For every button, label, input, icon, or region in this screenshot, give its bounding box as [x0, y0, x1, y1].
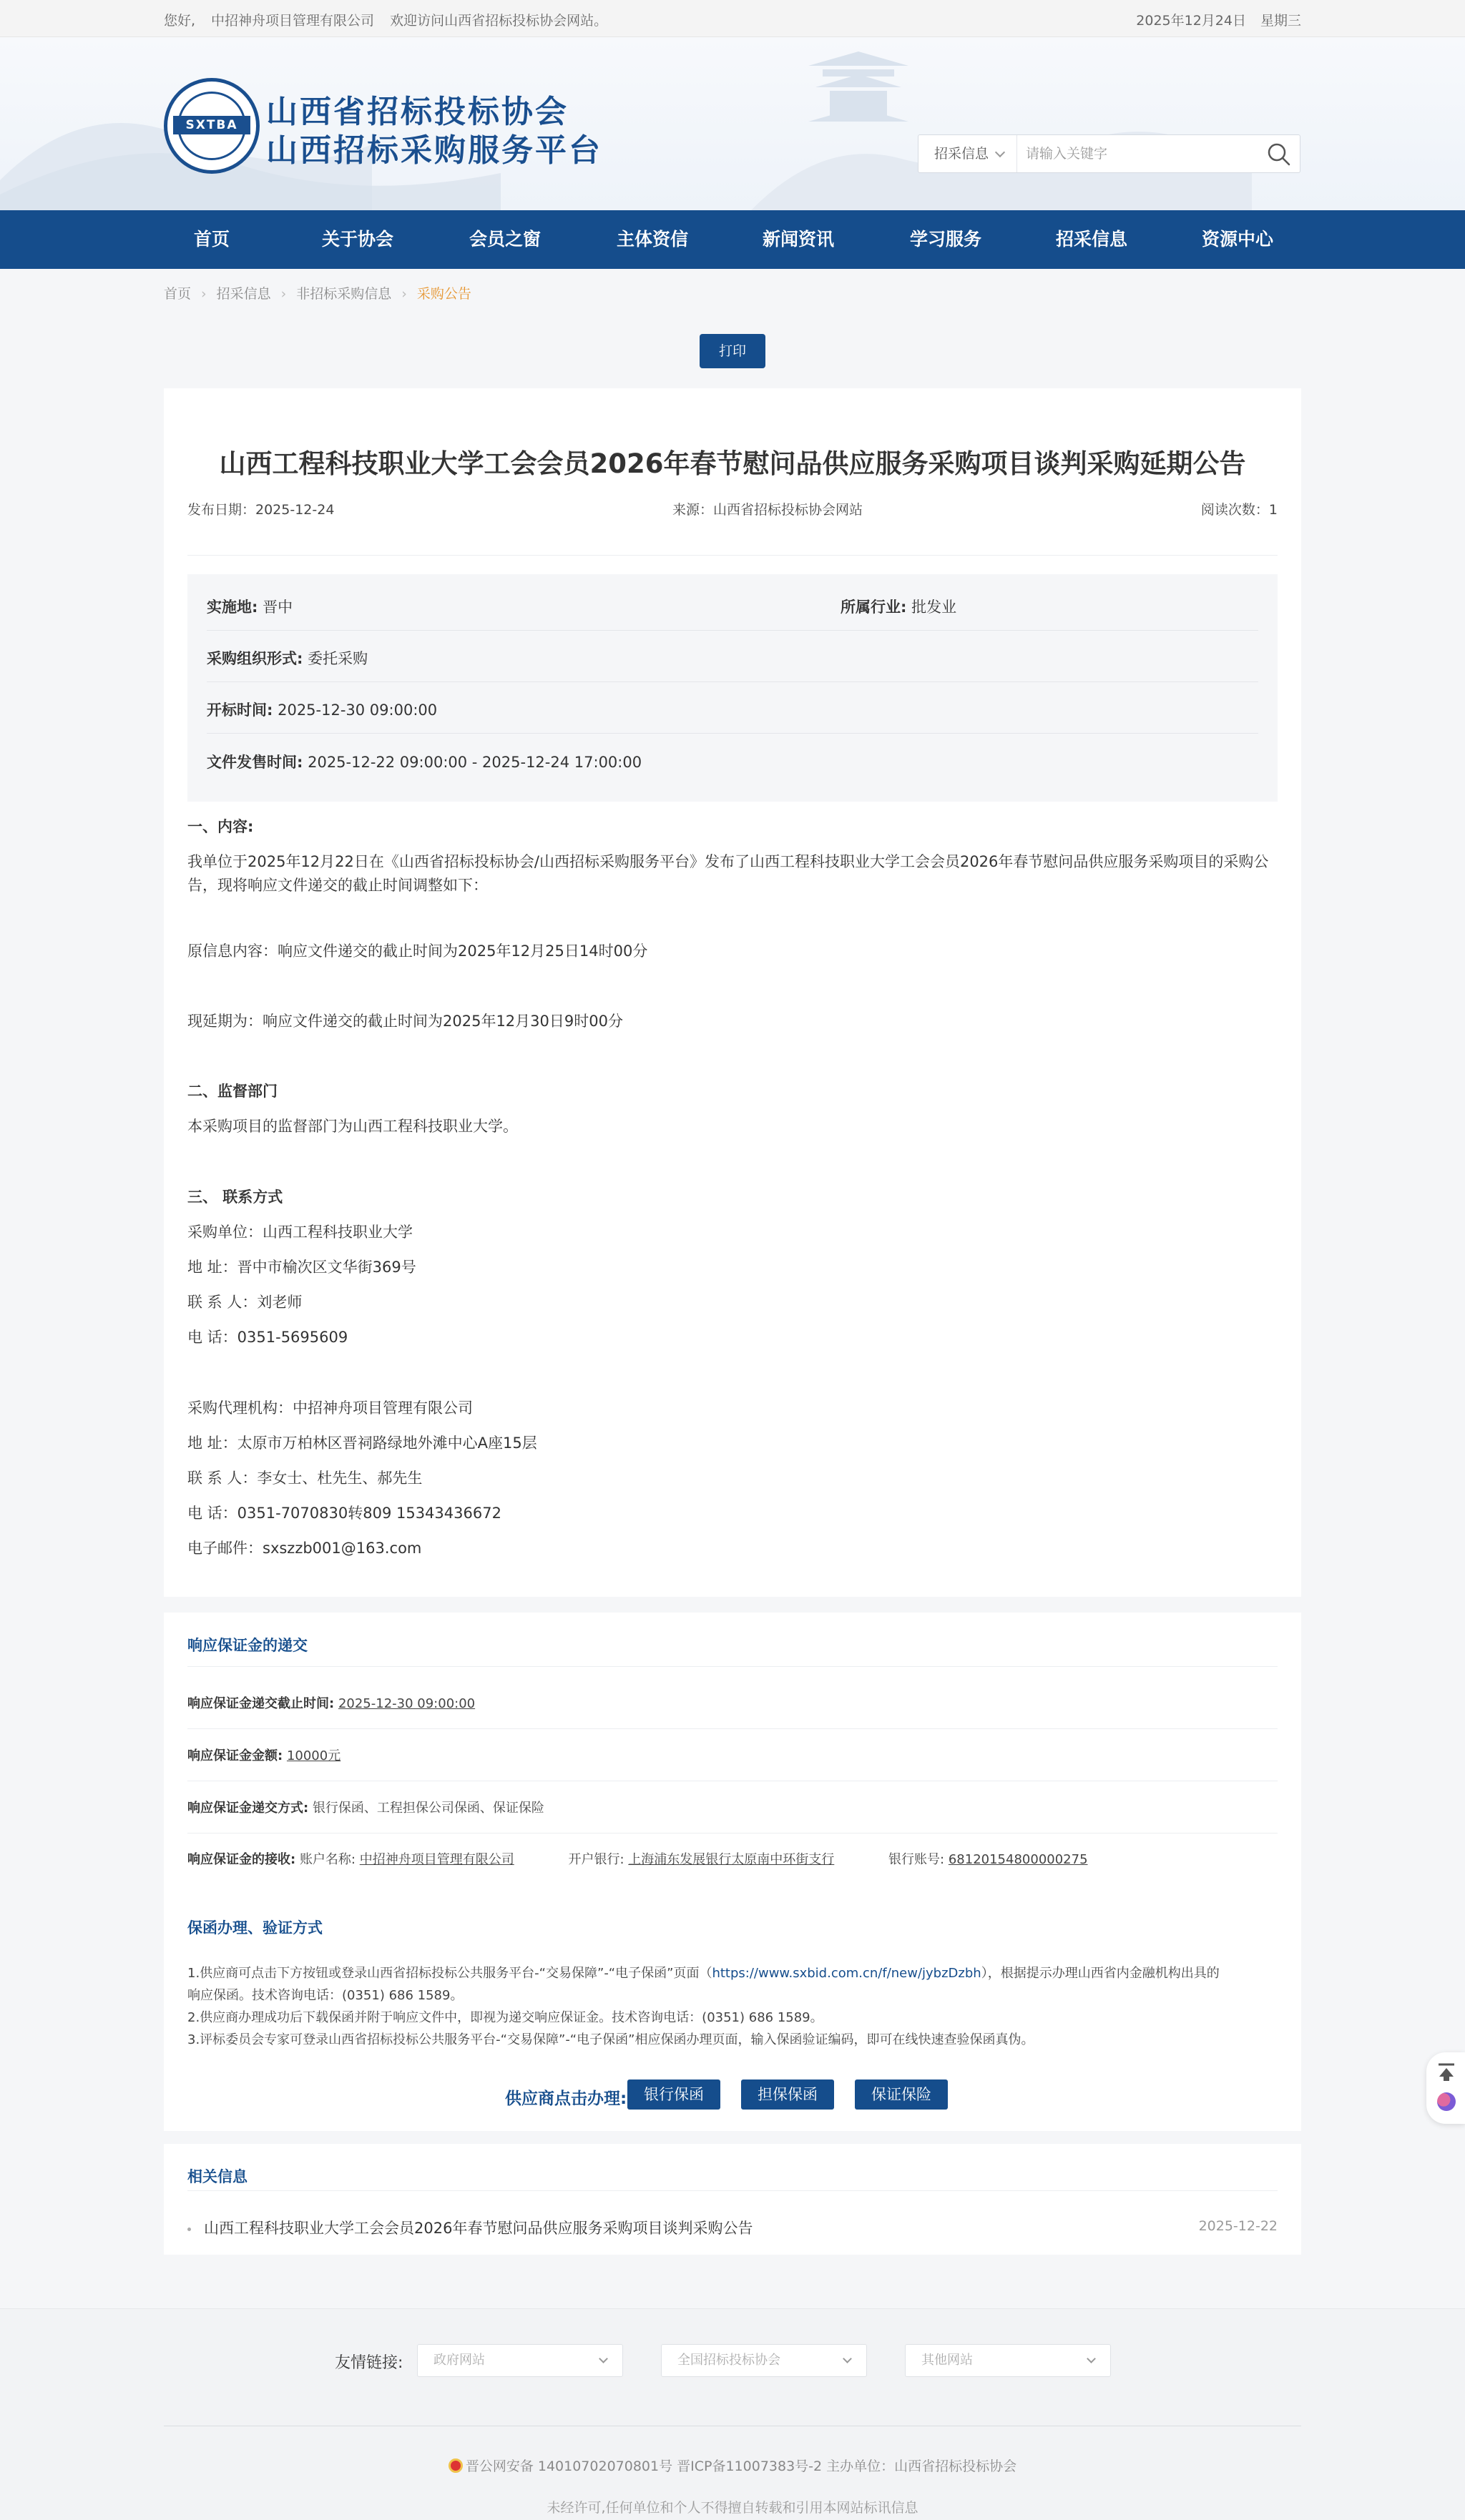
guarantee-deadline: 响应保证金递交截止时间: 2025-12-30 09:00:00: [187, 1696, 476, 1711]
main-nav: [0, 210, 1465, 269]
guarantee-divider: [187, 1728, 1278, 1729]
guarantee-card: [164, 1613, 1301, 2131]
chevron-right-icon: ›: [280, 286, 287, 302]
greeting: 您好,: [164, 13, 196, 29]
guarantee-title: 响应保证金的递交: [187, 1637, 308, 1654]
chevron-right-icon: ›: [201, 286, 207, 302]
site-header: [0, 37, 1465, 210]
nav-item-learning[interactable]: 学习服务: [909, 229, 981, 250]
contact-agency: 采购代理机构：中招神舟项目管理有限公司: [187, 1399, 473, 1417]
info-location: 实施地: 晋中: [207, 599, 293, 616]
original-deadline-text: 原信息内容：响应文件递交的截止时间为2025年12月25日14时00分: [187, 942, 648, 960]
insurance-guarantee-button[interactable]: 保证保险: [855, 2080, 948, 2110]
chevron-down-icon: [599, 2354, 608, 2363]
site-footer: [0, 2308, 1465, 2520]
other-sites-select[interactable]: 其他网站: [905, 2344, 1111, 2377]
section-content-paragraph: 我单位于2025年12月22日在《山西省招标投标协会/山西招标采购服务平台》发布了山西工程科技职业大学工会会员2026年春节慰问品供应服务采购项目的采购公告，现将响应文件递交的截止时间调整如下：: [187, 853, 1269, 894]
account-name-value: 中招神舟项目管理有限公司: [359, 1852, 514, 1867]
section-content-title: 一、内容:: [187, 818, 254, 835]
related-info-card: [164, 2144, 1301, 2255]
contact-purchaser-address: 地 址：晋中市榆次区文华街369号: [187, 1259, 416, 1276]
nav-item-credit[interactable]: 主体资信: [616, 229, 688, 250]
user-company: 中招神舟项目管理有限公司: [211, 13, 375, 29]
read-count: 阅读次数：1: [1200, 502, 1278, 518]
related-divider: [187, 2190, 1278, 2191]
top-bar-left: [164, 10, 623, 29]
related-item-title: 山西工程科技职业大学工会会员2026年春节慰问品供应服务采购项目谈判采购公告: [204, 2220, 753, 2237]
national-association-select[interactable]: 全国招标投标协会: [661, 2344, 867, 2377]
info-open-time: 开标时间: 2025-12-30 09:00:00: [207, 702, 438, 719]
chevron-down-icon: [995, 147, 1005, 157]
print-button[interactable]: 打印: [700, 334, 765, 368]
supplier-action-label: 供应商点击办理:: [505, 2090, 627, 2108]
info-divider: [207, 681, 1258, 682]
article-title: 山西工程科技职业大学工会会员2026年春节慰问品供应服务采购项目谈判采购延期公告: [219, 448, 1246, 479]
current-date: 2025年12月24日: [1136, 13, 1246, 29]
breadcrumb-procurement[interactable]: 招采信息: [216, 286, 271, 302]
top-bar: [0, 0, 1465, 37]
side-toolbar: [1426, 2052, 1465, 2124]
guarantee-receive: 响应保证金的接收: 账户名称: 中招神舟项目管理有限公司 开户银行: 上海浦东发展银行太原南中环街支行 银行账号: 68120154800000275: [187, 1852, 1088, 1867]
association-logo[interactable]: [164, 78, 260, 174]
welcome-text: 欢迎访问山西省招标投标协会网站。: [390, 13, 608, 29]
chevron-right-icon: ›: [401, 286, 407, 302]
guarantee-note-2: 2.供应商办理成功后下载保函并附于响应文件中，即视为递交响应保证金。技术咨询电话：(0351) 686 1589。: [187, 2010, 823, 2025]
nav-item-news[interactable]: 新闻资讯: [762, 229, 834, 250]
nav-item-home[interactable]: 首页: [193, 229, 230, 250]
contact-purchaser-phone: 电 话：0351-5695609: [187, 1329, 348, 1346]
search-input[interactable]: [1026, 141, 1240, 167]
chevron-down-icon: [843, 2354, 852, 2363]
nav-item-procurement[interactable]: 招采信息: [1055, 229, 1127, 250]
article-card: [164, 388, 1301, 1597]
gov-sites-select[interactable]: 政府网站: [417, 2344, 623, 2377]
footer-notice: 未经许可,任何单位和个人不得擅自转载和引用本网站标讯信息: [547, 2500, 918, 2516]
new-deadline-text: 现延期为：响应文件递交的截止时间为2025年12月30日9时00分: [187, 1013, 623, 1030]
contact-agency-person: 联 系 人：李女士、杜先生、郝先生: [187, 1470, 423, 1487]
account-number-value: 68120154800000275: [948, 1852, 1088, 1867]
breadcrumb-current: 采购公告: [416, 286, 471, 302]
search-box: [918, 134, 1300, 173]
bank-guarantee-button[interactable]: 银行保函: [627, 2080, 720, 2110]
nav-item-members[interactable]: 会员之窗: [469, 229, 541, 250]
section-supervision-title: 二、监督部门: [187, 1083, 278, 1100]
info-sale-time: 文件发售时间: 2025-12-22 09:00:00 - 2025-12-24 17:00:00: [207, 754, 642, 771]
related-item-date: 2025-12-22: [1198, 2218, 1278, 2234]
site-title-line2: 山西招标采购服务平台: [266, 132, 602, 169]
breadcrumb: [164, 283, 471, 305]
guarantee-method: 响应保证金递交方式: 银行保函、工程担保公司保函、保证保险: [187, 1801, 544, 1816]
guarantee-divider: [187, 1833, 1278, 1834]
section-supervision-paragraph: 本采购项目的监督部门为山西工程科技职业大学。: [187, 1118, 518, 1135]
verify-title: 保函办理、验证方式: [187, 1919, 323, 1936]
chevron-down-icon: [1087, 2354, 1096, 2363]
footer-record: 晋公网安备 14010702070801号 晋ICP备11007383号-2 主办单位：山西省招标投标协会: [0, 2456, 1465, 2475]
breadcrumb-non-tender[interactable]: 非招标采购信息: [296, 286, 392, 302]
back-to-top-icon[interactable]: [1436, 2061, 1457, 2082]
contact-purchaser: 采购单位：山西工程科技职业大学: [187, 1224, 413, 1241]
section-contact-title: 三、 联系方式: [187, 1188, 283, 1206]
surety-guarantee-button[interactable]: 担保保函: [741, 2080, 834, 2110]
contact-agency-address: 地 址：太原市万柏林区晋祠路绿地外滩中心A座15层: [187, 1434, 537, 1452]
bullet-icon: [187, 2228, 191, 2231]
top-bar-right: [1122, 10, 1301, 29]
guarantee-divider: [187, 1666, 1278, 1667]
search-category-select[interactable]: [918, 135, 1017, 172]
current-weekday: 星期三: [1260, 13, 1301, 29]
guarantee-amount: 响应保证金金额: 10000元: [187, 1748, 341, 1763]
logo-text: SXTBA: [173, 116, 250, 134]
info-divider: [207, 630, 1258, 631]
site-title-line1: 山西省招标投标协会: [266, 94, 569, 130]
guarantee-note-1: 1.供应商可点击下方按钮或登录山西省招标投标公共服务平台-“交易保障”-“电子保函”页面（https://www.sxbid.com.cn/f/new/jybzDzbh），根据提示办理山西省内金融机构出具的 响应保函。技术咨询电话：(0351) 686 1589。: [187, 1966, 1220, 2003]
article-source: 来源：山西省招标投标协会网站: [672, 502, 863, 518]
info-divider: [207, 733, 1258, 734]
contact-agency-email: 电子邮件：sxszzb001@163.com: [187, 1540, 422, 1557]
title-divider: [187, 555, 1278, 556]
police-badge-icon: [449, 2459, 463, 2473]
guarantee-link[interactable]: https://www.sxbid.com.cn/f/new/jybzDzbh: [712, 1966, 981, 1981]
ai-assistant-icon[interactable]: [1437, 2092, 1456, 2111]
guarantee-note-3: 3.评标委员会专家可登录山西省招标投标公共服务平台-“交易保障”-“电子保函”相应保函办理页面，输入保函验证编码，即可在线快速查验保函真伪。: [187, 2032, 1034, 2047]
breadcrumb-home[interactable]: 首页: [164, 286, 192, 302]
bank-value: 上海浦东发展银行太原南中环街支行: [628, 1852, 835, 1867]
nav-item-about[interactable]: 关于协会: [321, 229, 393, 250]
related-title: 相关信息: [187, 2168, 248, 2185]
info-org-form: 采购组织形式: 委托采购: [207, 650, 368, 667]
search-icon[interactable]: [1265, 141, 1293, 168]
friend-links-label: 友情链接:: [335, 2354, 403, 2372]
contact-agency-phone: 电 话：0351-7070830转809 15343436672: [187, 1505, 501, 1522]
related-item[interactable]: [187, 2217, 753, 2238]
info-industry: 所属行业: 批发业: [841, 599, 957, 616]
nav-item-resources[interactable]: 资源中心: [1201, 229, 1273, 250]
contact-purchaser-person: 联 系 人：刘老师: [187, 1294, 303, 1311]
search-category-value: 招采信息: [934, 146, 989, 162]
project-info-box: [187, 574, 1278, 802]
publish-date: 发布日期：2025-12-24: [187, 502, 335, 518]
